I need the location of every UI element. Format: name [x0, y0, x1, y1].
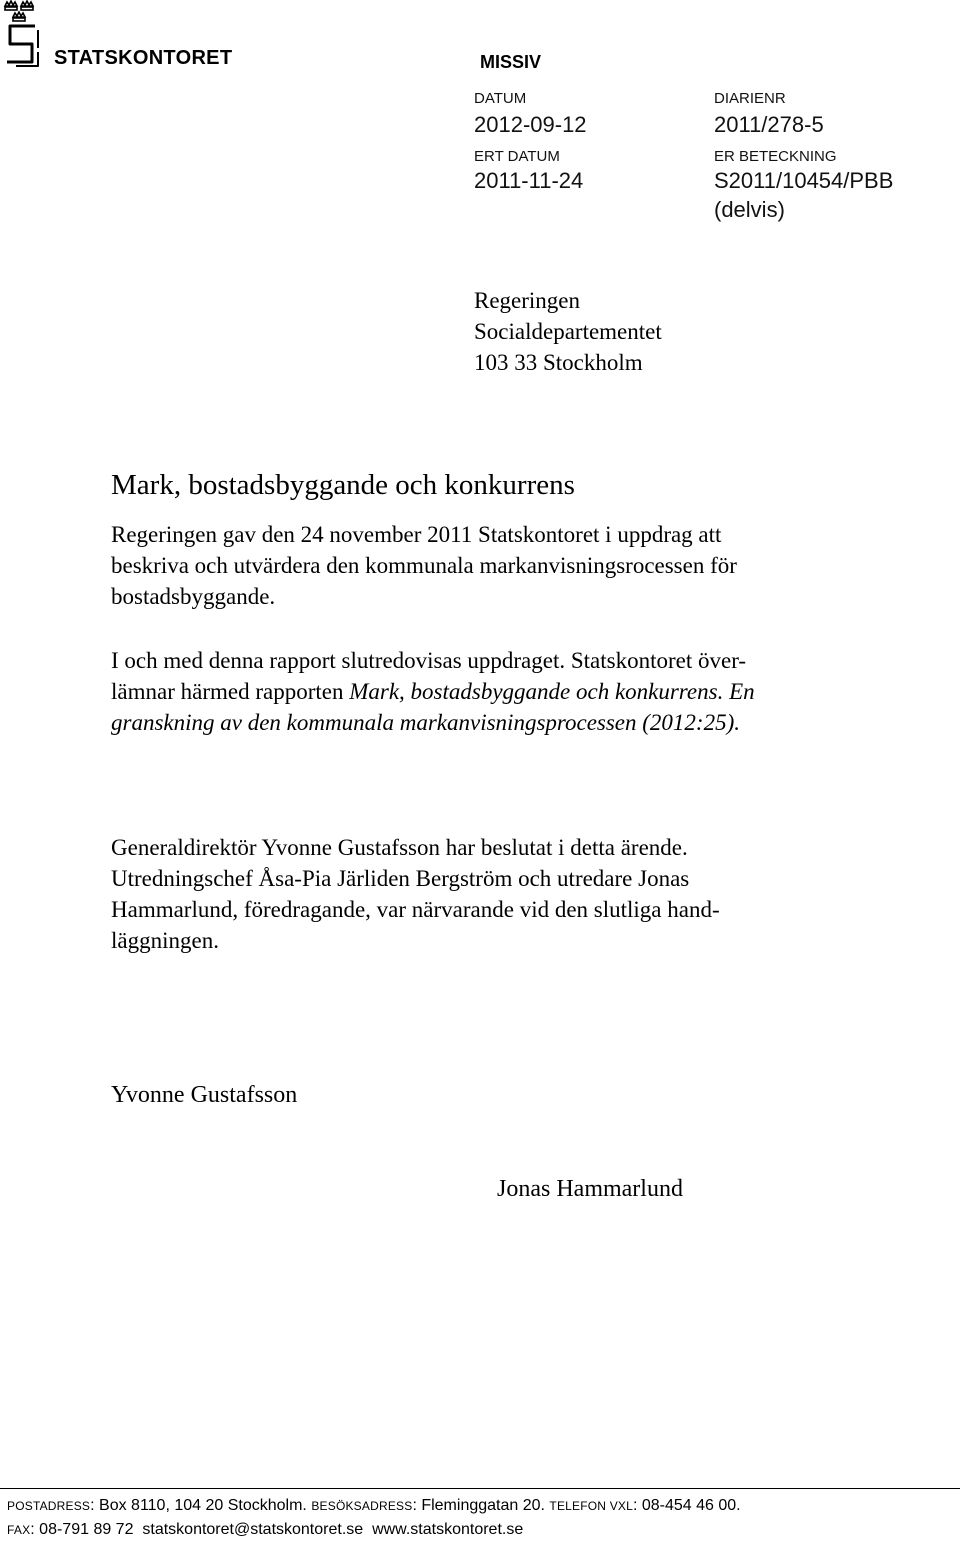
paragraph-3	[111, 832, 720, 956]
footer-divider	[0, 1488, 960, 1489]
datum-value: 2012-09-12	[474, 112, 587, 137]
signature-1: Yvonne Gustafsson	[111, 1082, 298, 1108]
fax-value: : 08-791 89 72	[30, 1521, 134, 1538]
text-line: Utredningschef Åsa-Pia Järliden Bergström och utredare Jonas	[111, 866, 690, 891]
paragraph-1	[111, 519, 737, 612]
footer-line-2	[7, 1518, 741, 1542]
recipient-line: 103 33 Stockholm	[474, 350, 643, 375]
text-line: beskriva och utvärdera den kommunala markanvisningsrocessen för	[111, 553, 737, 578]
er-beteckning-value: S2011/10454/PBB	[714, 168, 894, 193]
telefon-label: TELEFON VXL	[549, 1499, 633, 1513]
telefon-value: : 08-454 46 00.	[632, 1497, 741, 1514]
three-crowns-s-emblem-icon	[2, 0, 54, 72]
document-title: Mark, bostadsbyggande och konkurrens	[111, 469, 575, 501]
diarienr-value: 2011/278-5	[714, 112, 824, 137]
text-plain: lämnar härmed rapporten	[111, 679, 350, 704]
document-type: MISSIV	[480, 52, 542, 72]
text-line	[111, 707, 755, 738]
ert-datum-value: 2011-11-24	[474, 168, 584, 193]
text-line: Hammarlund, föredragande, var närvarande vid den slutliga hand-	[111, 897, 720, 922]
ert-datum-label: ERT DATUM	[474, 148, 560, 165]
org-wordmark: STATSKONTORET	[54, 47, 233, 69]
er-beteckning-value-2: (delvis)	[714, 197, 785, 222]
report-title-italic: granskning av den kommunala markanvisningsprocessen (2012:25).	[111, 710, 740, 735]
recipient-address	[474, 285, 662, 378]
footer-line-1	[7, 1494, 741, 1518]
text-line: Regeringen gav den 24 november 2011 Statskontoret i uppdrag att	[111, 522, 722, 547]
besoksadress-label: BESÖKSADRESS	[311, 1499, 413, 1513]
postadress-value: : Box 8110, 104 20 Stockholm.	[90, 1497, 307, 1514]
text-line: läggningen.	[111, 928, 219, 953]
recipient-line: Regeringen	[474, 288, 581, 313]
text-line	[111, 676, 755, 707]
website-link[interactable]: www.statskontoret.se	[372, 1521, 524, 1538]
paragraph-2	[111, 645, 755, 738]
email-link[interactable]: statskontoret@statskontoret.se	[142, 1521, 364, 1538]
report-title-italic: Mark, bostadsbyggande och konkurrens. En	[349, 679, 755, 704]
besoksadress-value: : Fleminggatan 20.	[412, 1497, 545, 1514]
er-beteckning-label: ER BETECKNING	[714, 148, 837, 165]
signature-2: Jonas Hammarlund	[497, 1176, 683, 1202]
diarienr-label: DIARIENR	[714, 90, 786, 107]
datum-label: DATUM	[474, 90, 527, 107]
fax-label: FAX	[7, 1523, 31, 1537]
postadress-label: POSTADRESS	[7, 1499, 91, 1513]
recipient-line: Socialdepartementet	[474, 319, 662, 344]
text-line: I och med denna rapport slutredovisas uppdraget. Statskontoret över-	[111, 648, 747, 673]
text-line: bostadsbyggande.	[111, 584, 276, 609]
text-line: Generaldirektör Yvonne Gustafsson har beslutat i detta ärende.	[111, 835, 688, 860]
